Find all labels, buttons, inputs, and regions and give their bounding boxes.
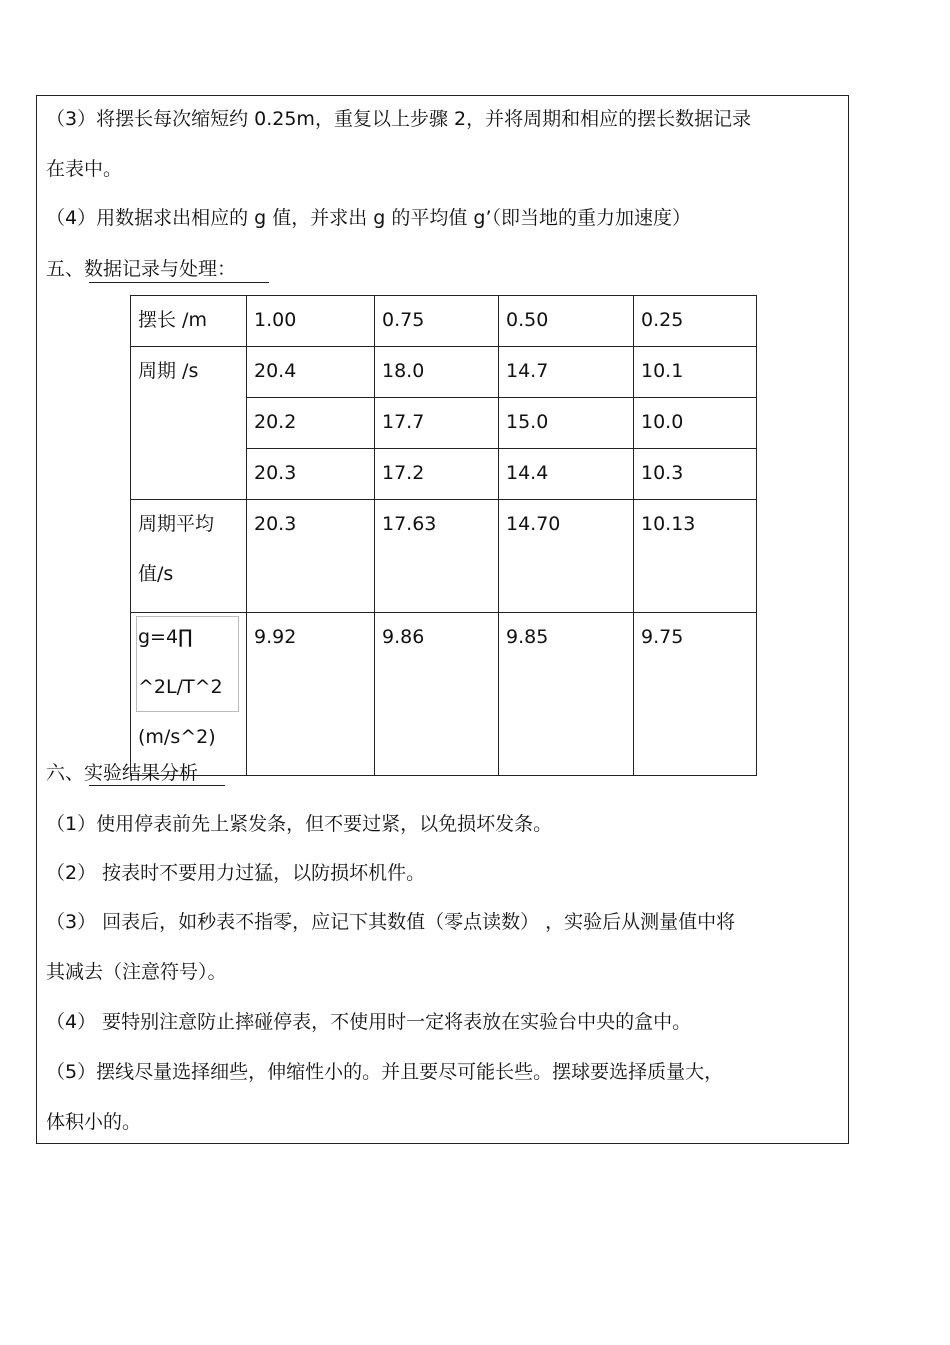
data-table	[130, 295, 757, 776]
table-cell: 9.85	[499, 613, 634, 776]
analysis-item2: （2） 按表时不要用力过猛，以防损坏机件。	[46, 862, 426, 884]
table-cell: 15.0	[499, 398, 634, 449]
table-row	[131, 500, 757, 613]
length-label: 摆长 /m	[131, 296, 247, 347]
table-cell: 20.3	[247, 500, 375, 613]
table-cell: 10.1	[634, 347, 757, 398]
table-row	[131, 347, 757, 398]
step4-line: （4）用数据求出相应的 g 值，并求出 g 的平均值 g’（即当地的重力加速度）	[46, 207, 692, 229]
average-label-line: 周期平均	[138, 513, 215, 535]
table-cell: 17.63	[375, 500, 499, 613]
analysis-item3-line1: （3） 回表后，如秒表不指零，应记下其数值（零点读数） ，实验后从测量值中将	[46, 911, 736, 933]
table-cell: 9.92	[247, 613, 375, 776]
formula-box	[136, 616, 239, 712]
table-cell: 10.3	[634, 449, 757, 500]
step3-line2: 在表中。	[46, 158, 123, 180]
table-row	[131, 613, 757, 776]
section6-title: 六、实验结果分析	[46, 762, 199, 784]
table-cell: 1.00	[247, 296, 375, 347]
table-cell: 20.3	[247, 449, 375, 500]
table-cell: 17.7	[375, 398, 499, 449]
section5-underline	[89, 282, 269, 283]
section6-underline	[89, 785, 225, 786]
table-cell: 20.2	[247, 398, 375, 449]
table-cell: 17.2	[375, 449, 499, 500]
section5-title: 五、数据记录与处理：	[46, 258, 237, 280]
table-cell: 10.0	[634, 398, 757, 449]
table-cell: 10.13	[634, 500, 757, 613]
analysis-item5-line2: 体积小的。	[46, 1111, 142, 1133]
analysis-item5-line1: （5）摆线尽量选择细些，伸缩性小的。并且要尽可能长些。摆球要选择质量大，	[46, 1061, 724, 1083]
table-cell: 0.50	[499, 296, 634, 347]
g-formula-line: g=4∏	[138, 626, 193, 648]
table-cell: 14.70	[499, 500, 634, 613]
average-label	[131, 500, 247, 613]
table-cell: 14.7	[499, 347, 634, 398]
table-cell: 14.4	[499, 449, 634, 500]
step3-line1: （3）将摆长每次缩短约 0.25m，重复以上步骤 2，并将周期和相应的摆长数据记录	[46, 108, 752, 130]
table-cell: 9.75	[634, 613, 757, 776]
g-formula-line: ^2L/T^2	[138, 676, 223, 698]
average-label-line: 值/s	[138, 563, 174, 585]
analysis-item4: （4） 要特别注意防止摔碰停表，不使用时一定将表放在实验台中央的盒中。	[46, 1011, 692, 1033]
table-cell: 0.75	[375, 296, 499, 347]
analysis-item1: （1）使用停表前先上紧发条，但不要过紧，以免损坏发条。	[46, 813, 553, 835]
table-cell: 9.86	[375, 613, 499, 776]
table-cell: 0.25	[634, 296, 757, 347]
g-formula-line: (m/s^2)	[138, 726, 216, 748]
analysis-item3-line2: 其减去（注意符号）。	[46, 961, 227, 983]
g-formula-label	[131, 613, 247, 776]
table-cell: 20.4	[247, 347, 375, 398]
period-label: 周期 /s	[131, 347, 247, 500]
table-row	[131, 296, 757, 347]
table-cell: 18.0	[375, 347, 499, 398]
